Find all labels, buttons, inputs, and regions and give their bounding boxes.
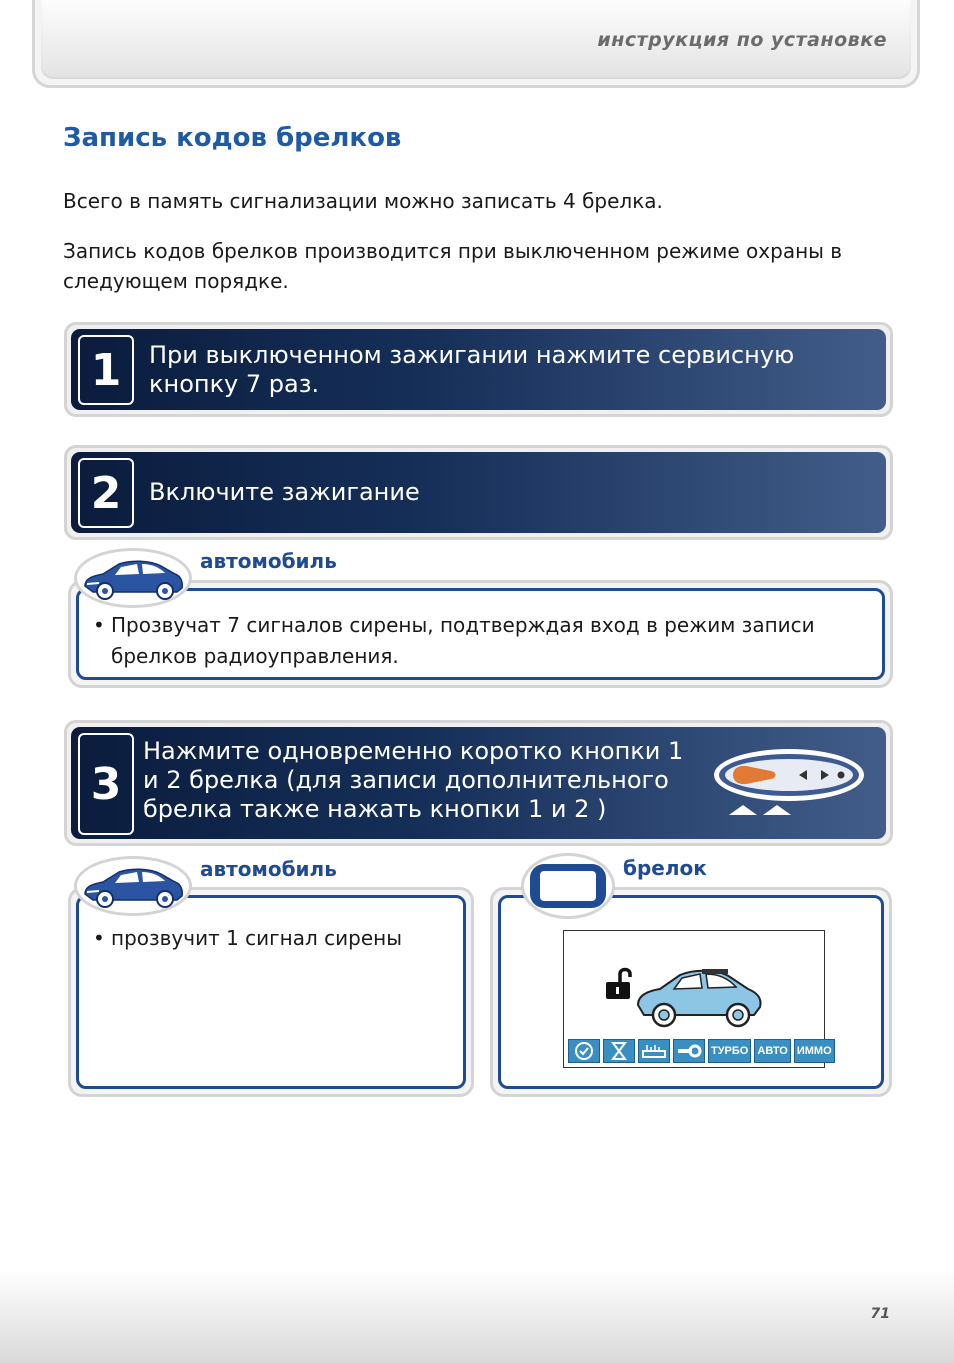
car-label: автомобиль [200,549,337,573]
step-2-car-result-text [93,610,871,672]
step-3-car-result-line: прозвучит 1 сигнал сирены [111,926,403,950]
car-label: автомобиль [200,857,337,881]
step-2-text: Включите зажигание [149,478,420,506]
step-2-car-result-line: Прозвучат 7 сигналов сирены, подтверждая вход в режим записи брелков радиоуправления. [111,613,815,668]
bullet: • [93,926,105,950]
step-1-panel [64,322,893,417]
key-fob-buttons-icon [711,747,871,819]
page-title: Запись кодов брелков [63,123,402,153]
step-3-panel [64,720,893,846]
page-header [32,0,920,88]
wrench-icon [673,1039,705,1063]
step-3-text: Нажмите одновременно коротко кнопки 1 и 2 брелка (для записи дополнительного брелка также нажать кнопки 1 и 2 ) [143,737,684,823]
header-panel [41,0,911,79]
header-title: инструкция по установке [597,29,887,51]
page-number: 71 [870,1306,890,1322]
step-2-panel [64,445,893,540]
car-icon [79,556,187,600]
step-3-car-result [68,887,474,1097]
intro-paragraph-1: Всего в память сигнализации можно записать 4 брелка. [63,189,663,213]
immo-icon: ИММО [794,1039,835,1063]
clock-icon [568,1039,600,1063]
intro-paragraph-2: Запись кодов брелков производится при выключенном режиме охраны в следующем порядке. [63,239,843,293]
fob-label: брелок [623,856,707,880]
car-badge [74,856,192,916]
step-3-car-result-text [93,923,461,954]
lcd-status-icons [568,1039,835,1063]
unlocked-lock-icon [604,965,634,1001]
step-2-car-result [68,580,893,688]
step-3-number: 3 [78,733,134,835]
step-1-number: 1 [78,335,134,405]
car-icon [79,864,187,908]
key-fob-icon [526,860,610,912]
bullet: • [93,613,105,637]
fob-badge [521,853,615,919]
hourglass-icon [603,1039,635,1063]
step-2-number: 2 [78,458,134,528]
thermometer-icon [638,1039,670,1063]
car-badge [74,548,192,608]
step-1-text: При выключенном зажигании нажмите сервисную кнопку 7 раз. [149,341,795,398]
fob-lcd-display [563,930,832,1068]
auto-icon: АВТО [754,1039,790,1063]
turbo-icon: ТУРБО [708,1039,751,1063]
page-footer [0,1270,954,1363]
car-icon [632,961,766,1033]
